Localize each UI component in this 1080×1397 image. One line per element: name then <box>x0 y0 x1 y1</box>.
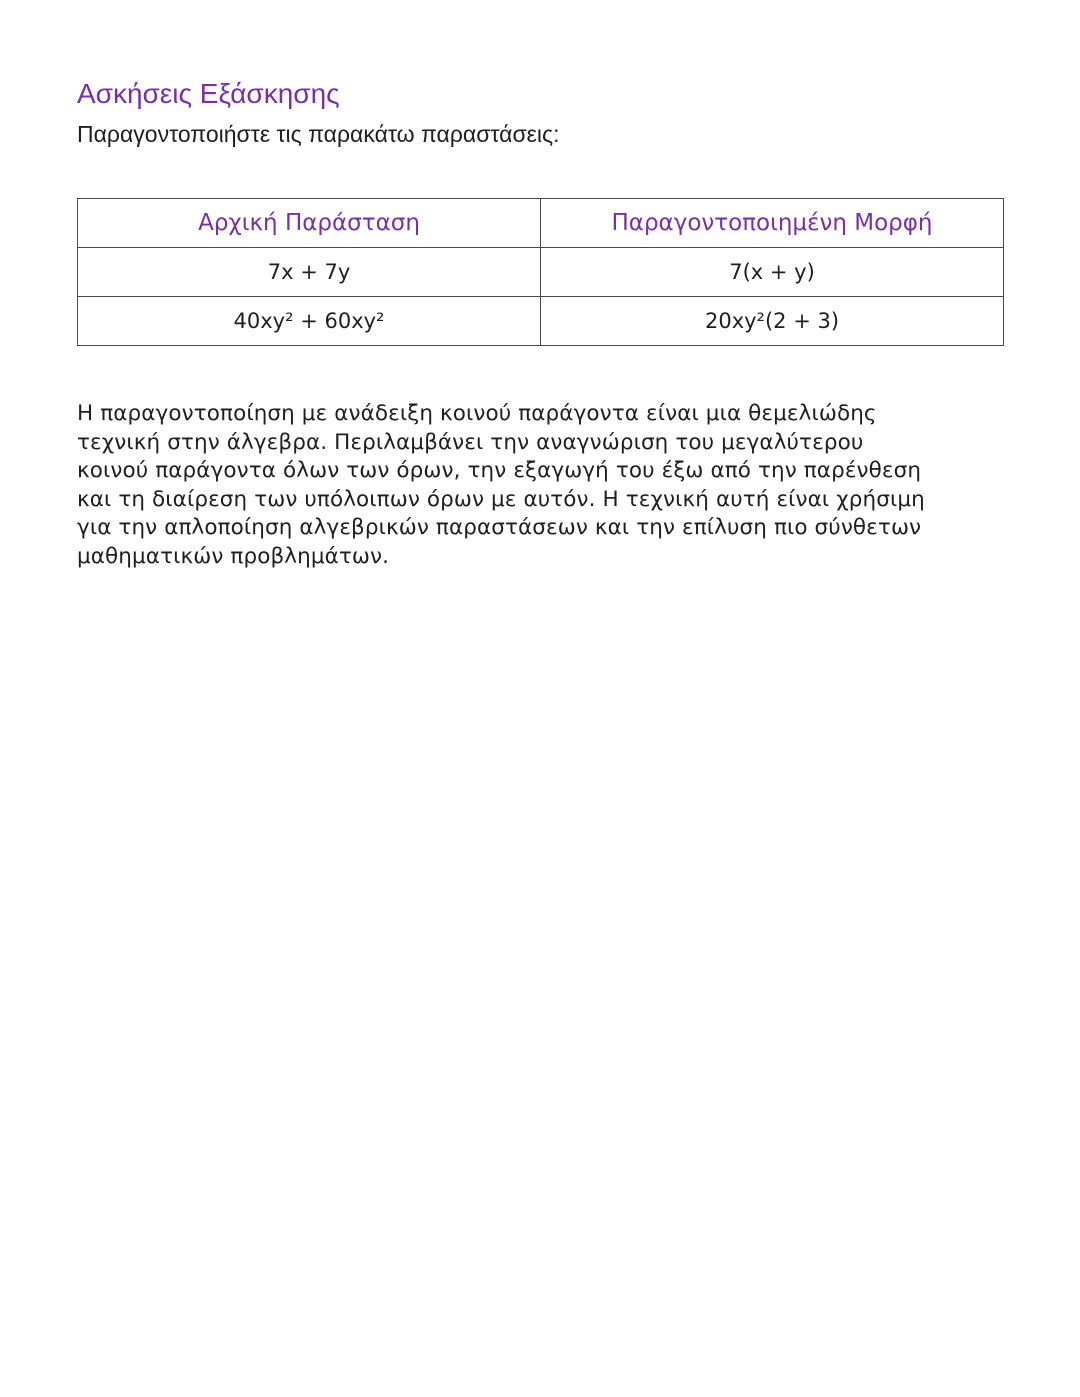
page-title: Ασκήσεις Εξάσκησης <box>77 78 340 109</box>
header-original-expression: Αρχική Παράσταση <box>78 199 541 248</box>
header-factored-form: Παραγοντοποιημένη Μορφή <box>541 199 1004 248</box>
table-header-row <box>78 199 1004 248</box>
paragraph-line: μαθηματικών προβλημάτων. <box>77 543 390 569</box>
explanation-paragraph <box>77 400 997 572</box>
instruction-text: Παραγοντοποιήστε τις παρακάτω παραστάσεις: <box>77 121 560 147</box>
paragraph-line: Η παραγοντοποίηση με ανάδειξη κοινού παράγοντα είναι μια θεμελιώδης <box>77 401 877 426</box>
paragraph-line: τεχνική στην άλγεβρα. Περιλαμβάνει την αναγνώριση του μεγαλύτερου <box>77 429 864 455</box>
cell-original-expression: 40xy² + 60xy² <box>78 297 541 346</box>
paragraph-line: και τη διαίρεση των υπόλοιπων όρων με αυτόν. Η τεχνική αυτή είναι χρήσιμη <box>77 486 925 512</box>
paragraph-line: κοινού παράγοντα όλων των όρων, την εξαγωγή του έξω από την παρένθεση <box>77 458 922 484</box>
cell-factored-form: 20xy²(2 + 3) <box>541 297 1004 346</box>
cell-factored-form: 7(x + y) <box>541 248 1004 297</box>
factorization-table <box>77 198 1004 346</box>
paragraph-line: για την απλοποίηση αλγεβρικών παραστάσεων και την επίλυση πιο σύνθετων <box>77 515 922 541</box>
table-row <box>78 248 1004 297</box>
cell-original-expression: 7x + 7y <box>78 248 541 297</box>
table-row <box>78 297 1004 346</box>
